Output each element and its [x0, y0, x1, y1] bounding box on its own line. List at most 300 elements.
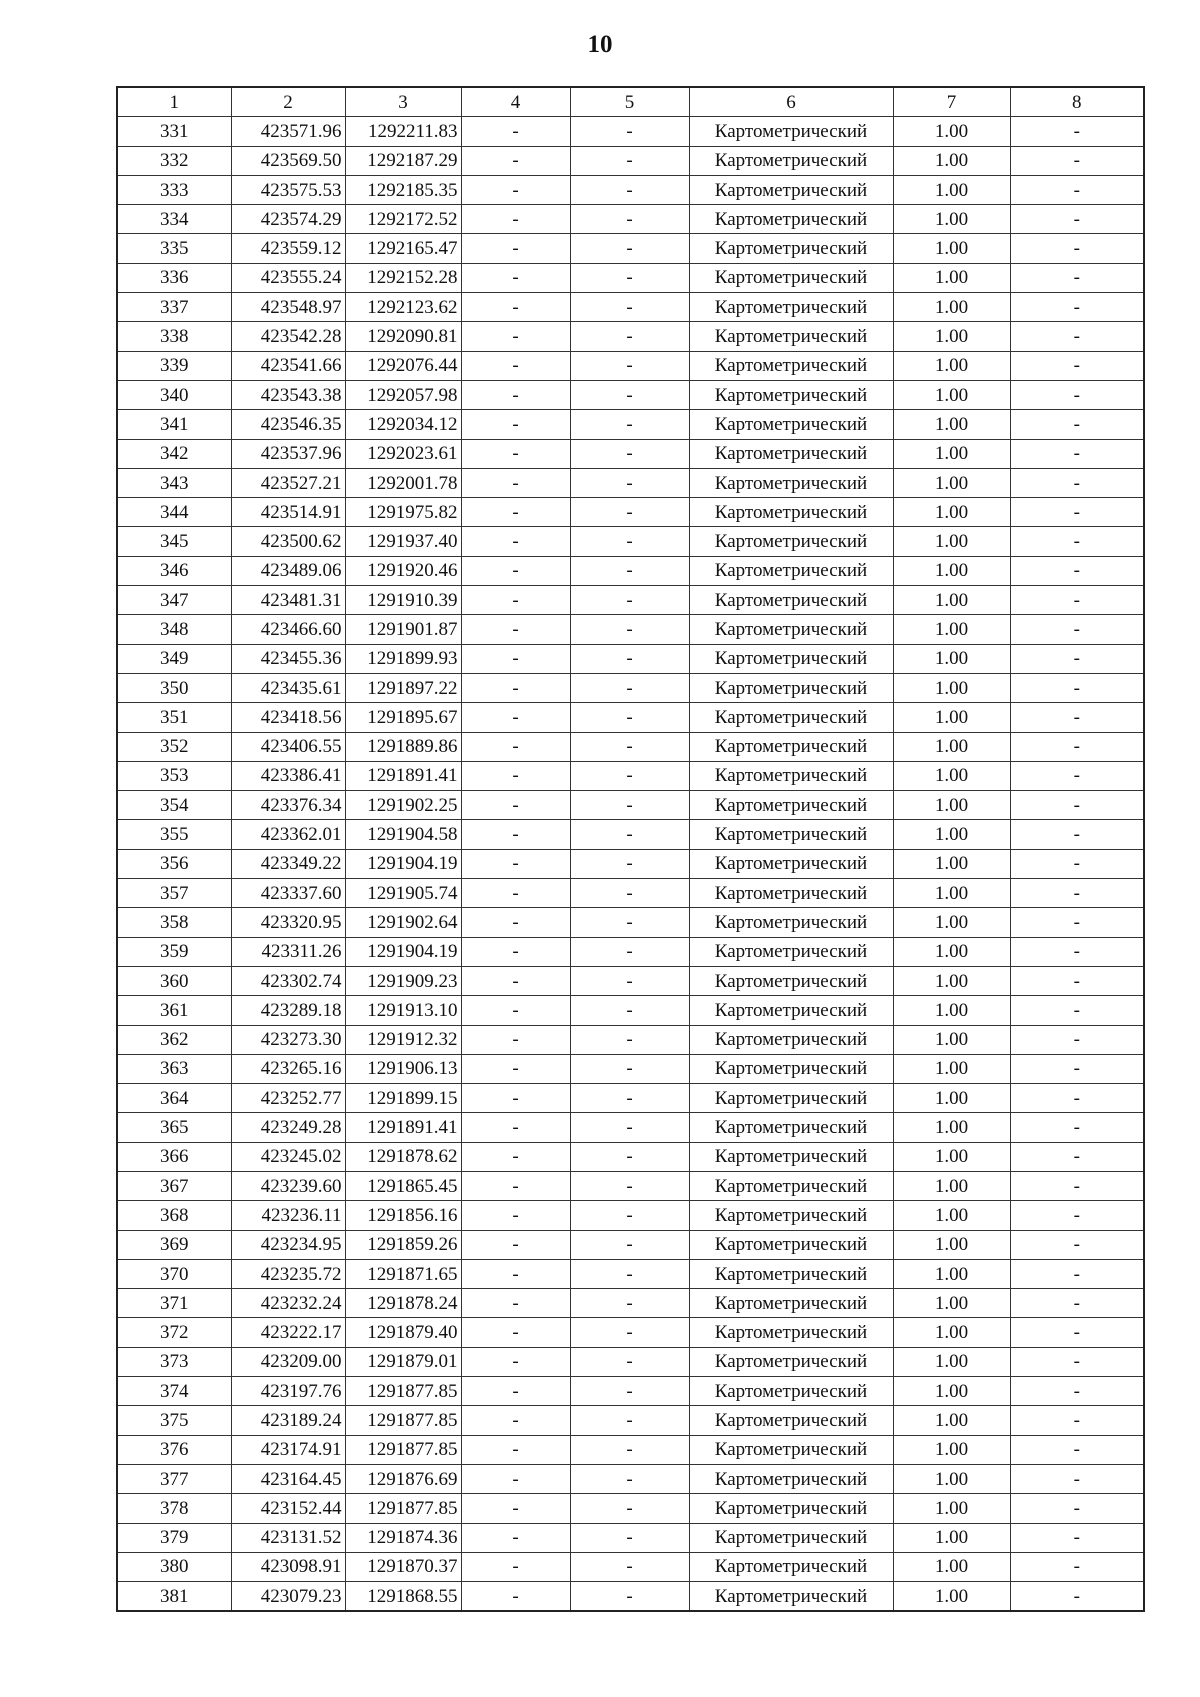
accuracy-cell: 1.00	[893, 586, 1010, 615]
x-coordinate-cell: 423349.22	[231, 849, 345, 878]
y-coordinate-cell: 1292034.12	[345, 410, 461, 439]
column-4-cell: -	[461, 234, 570, 263]
method-cell: Картометрический	[689, 966, 893, 995]
header-cell: 7	[893, 87, 1010, 117]
method-cell: Картометрический	[689, 175, 893, 204]
x-coordinate-cell: 423574.29	[231, 205, 345, 234]
x-coordinate-cell: 423542.28	[231, 322, 345, 351]
y-coordinate-cell: 1291899.15	[345, 1084, 461, 1113]
x-coordinate-cell: 423541.66	[231, 351, 345, 380]
method-cell: Картометрический	[689, 263, 893, 292]
column-8-cell: -	[1010, 351, 1144, 380]
column-5-cell: -	[570, 1435, 689, 1464]
y-coordinate-cell: 1291877.85	[345, 1494, 461, 1523]
point-number-cell: 345	[117, 527, 231, 556]
x-coordinate-cell: 423252.77	[231, 1084, 345, 1113]
point-number-cell: 355	[117, 820, 231, 849]
column-4-cell: -	[461, 644, 570, 673]
x-coordinate-cell: 423189.24	[231, 1406, 345, 1435]
column-5-cell: -	[570, 820, 689, 849]
x-coordinate-cell: 423418.56	[231, 703, 345, 732]
column-5-cell: -	[570, 1230, 689, 1259]
column-5-cell: -	[570, 673, 689, 702]
column-8-cell: -	[1010, 1406, 1144, 1435]
y-coordinate-cell: 1291879.40	[345, 1318, 461, 1347]
table-row	[117, 1523, 1144, 1552]
table-row	[117, 1113, 1144, 1142]
column-4-cell: -	[461, 1113, 570, 1142]
column-4-cell: -	[461, 791, 570, 820]
y-coordinate-cell: 1291937.40	[345, 527, 461, 556]
point-number-cell: 377	[117, 1464, 231, 1493]
column-4-cell: -	[461, 1171, 570, 1200]
column-5-cell: -	[570, 498, 689, 527]
column-8-cell: -	[1010, 908, 1144, 937]
table-row	[117, 615, 1144, 644]
column-5-cell: -	[570, 1552, 689, 1581]
y-coordinate-cell: 1292123.62	[345, 293, 461, 322]
table-row	[117, 849, 1144, 878]
x-coordinate-cell: 423222.17	[231, 1318, 345, 1347]
column-4-cell: -	[461, 380, 570, 409]
column-8-cell: -	[1010, 1582, 1144, 1612]
x-coordinate-cell: 423273.30	[231, 1025, 345, 1054]
column-8-cell: -	[1010, 966, 1144, 995]
point-number-cell: 358	[117, 908, 231, 937]
column-8-cell: -	[1010, 498, 1144, 527]
accuracy-cell: 1.00	[893, 703, 1010, 732]
method-cell: Картометрический	[689, 1523, 893, 1552]
column-4-cell: -	[461, 1582, 570, 1612]
method-cell: Картометрический	[689, 1494, 893, 1523]
accuracy-cell: 1.00	[893, 1347, 1010, 1376]
column-8-cell: -	[1010, 410, 1144, 439]
accuracy-cell: 1.00	[893, 1464, 1010, 1493]
accuracy-cell: 1.00	[893, 1113, 1010, 1142]
column-4-cell: -	[461, 1054, 570, 1083]
x-coordinate-cell: 423376.34	[231, 791, 345, 820]
column-5-cell: -	[570, 556, 689, 585]
method-cell: Картометрический	[689, 1406, 893, 1435]
point-number-cell: 364	[117, 1084, 231, 1113]
y-coordinate-cell: 1291904.19	[345, 849, 461, 878]
y-coordinate-cell: 1291868.55	[345, 1582, 461, 1612]
table-row	[117, 761, 1144, 790]
table-row	[117, 498, 1144, 527]
accuracy-cell: 1.00	[893, 1523, 1010, 1552]
point-number-cell: 349	[117, 644, 231, 673]
column-4-cell: -	[461, 1523, 570, 1552]
x-coordinate-cell: 423466.60	[231, 615, 345, 644]
table-row	[117, 1406, 1144, 1435]
x-coordinate-cell: 423406.55	[231, 732, 345, 761]
column-5-cell: -	[570, 996, 689, 1025]
accuracy-cell: 1.00	[893, 1259, 1010, 1288]
table-row	[117, 820, 1144, 849]
table-row	[117, 351, 1144, 380]
column-4-cell: -	[461, 966, 570, 995]
point-number-cell: 335	[117, 234, 231, 263]
y-coordinate-cell: 1291897.22	[345, 673, 461, 702]
method-cell: Картометрический	[689, 1025, 893, 1054]
table-row	[117, 527, 1144, 556]
x-coordinate-cell: 423514.91	[231, 498, 345, 527]
point-number-cell: 366	[117, 1142, 231, 1171]
column-8-cell: -	[1010, 468, 1144, 497]
table-row	[117, 1054, 1144, 1083]
column-8-cell: -	[1010, 234, 1144, 263]
column-4-cell: -	[461, 1464, 570, 1493]
x-coordinate-cell: 423575.53	[231, 175, 345, 204]
column-4-cell: -	[461, 703, 570, 732]
y-coordinate-cell: 1292001.78	[345, 468, 461, 497]
accuracy-cell: 1.00	[893, 322, 1010, 351]
y-coordinate-cell: 1291874.36	[345, 1523, 461, 1552]
point-number-cell: 365	[117, 1113, 231, 1142]
x-coordinate-cell: 423489.06	[231, 556, 345, 585]
table-row	[117, 410, 1144, 439]
x-coordinate-cell: 423131.52	[231, 1523, 345, 1552]
table-row	[117, 1377, 1144, 1406]
method-cell: Картометрический	[689, 1113, 893, 1142]
y-coordinate-cell: 1292057.98	[345, 380, 461, 409]
y-coordinate-cell: 1292185.35	[345, 175, 461, 204]
point-number-cell: 346	[117, 556, 231, 585]
table-row	[117, 996, 1144, 1025]
column-8-cell: -	[1010, 1377, 1144, 1406]
accuracy-cell: 1.00	[893, 498, 1010, 527]
accuracy-cell: 1.00	[893, 908, 1010, 937]
table-row	[117, 556, 1144, 585]
column-5-cell: -	[570, 468, 689, 497]
table-row	[117, 673, 1144, 702]
column-5-cell: -	[570, 703, 689, 732]
x-coordinate-cell: 423543.38	[231, 380, 345, 409]
x-coordinate-cell: 423569.50	[231, 146, 345, 175]
x-coordinate-cell: 423249.28	[231, 1113, 345, 1142]
accuracy-cell: 1.00	[893, 117, 1010, 146]
method-cell: Картометрический	[689, 1171, 893, 1200]
accuracy-cell: 1.00	[893, 1435, 1010, 1464]
column-5-cell: -	[570, 908, 689, 937]
column-5-cell: -	[570, 1259, 689, 1288]
y-coordinate-cell: 1291895.67	[345, 703, 461, 732]
column-5-cell: -	[570, 527, 689, 556]
column-5-cell: -	[570, 380, 689, 409]
point-number-cell: 343	[117, 468, 231, 497]
method-cell: Картометрический	[689, 556, 893, 585]
y-coordinate-cell: 1291879.01	[345, 1347, 461, 1376]
method-cell: Картометрический	[689, 1552, 893, 1581]
accuracy-cell: 1.00	[893, 1582, 1010, 1612]
column-4-cell: -	[461, 175, 570, 204]
method-cell: Картометрический	[689, 1084, 893, 1113]
y-coordinate-cell: 1292187.29	[345, 146, 461, 175]
y-coordinate-cell: 1291913.10	[345, 996, 461, 1025]
accuracy-cell: 1.00	[893, 966, 1010, 995]
column-5-cell: -	[570, 234, 689, 263]
header-cell: 1	[117, 87, 231, 117]
column-8-cell: -	[1010, 1494, 1144, 1523]
column-4-cell: -	[461, 1289, 570, 1318]
method-cell: Картометрический	[689, 1259, 893, 1288]
column-8-cell: -	[1010, 556, 1144, 585]
x-coordinate-cell: 423455.36	[231, 644, 345, 673]
point-number-cell: 337	[117, 293, 231, 322]
point-number-cell: 353	[117, 761, 231, 790]
column-5-cell: -	[570, 1025, 689, 1054]
table-row	[117, 586, 1144, 615]
point-number-cell: 332	[117, 146, 231, 175]
method-cell: Картометрический	[689, 498, 893, 527]
y-coordinate-cell: 1292090.81	[345, 322, 461, 351]
column-5-cell: -	[570, 1406, 689, 1435]
point-number-cell: 333	[117, 175, 231, 204]
column-4-cell: -	[461, 673, 570, 702]
column-5-cell: -	[570, 146, 689, 175]
accuracy-cell: 1.00	[893, 1552, 1010, 1581]
accuracy-cell: 1.00	[893, 1318, 1010, 1347]
table-row	[117, 146, 1144, 175]
column-5-cell: -	[570, 849, 689, 878]
method-cell: Картометрический	[689, 351, 893, 380]
x-coordinate-cell: 423174.91	[231, 1435, 345, 1464]
y-coordinate-cell: 1291899.93	[345, 644, 461, 673]
column-8-cell: -	[1010, 1318, 1144, 1347]
accuracy-cell: 1.00	[893, 556, 1010, 585]
y-coordinate-cell: 1291910.39	[345, 586, 461, 615]
table-row	[117, 1230, 1144, 1259]
accuracy-cell: 1.00	[893, 351, 1010, 380]
column-5-cell: -	[570, 263, 689, 292]
column-8-cell: -	[1010, 439, 1144, 468]
x-coordinate-cell: 423311.26	[231, 937, 345, 966]
y-coordinate-cell: 1291904.58	[345, 820, 461, 849]
point-number-cell: 341	[117, 410, 231, 439]
column-5-cell: -	[570, 117, 689, 146]
column-4-cell: -	[461, 615, 570, 644]
column-8-cell: -	[1010, 322, 1144, 351]
accuracy-cell: 1.00	[893, 1494, 1010, 1523]
column-8-cell: -	[1010, 1171, 1144, 1200]
method-cell: Картометрический	[689, 996, 893, 1025]
column-4-cell: -	[461, 498, 570, 527]
column-5-cell: -	[570, 1113, 689, 1142]
point-number-cell: 361	[117, 996, 231, 1025]
column-8-cell: -	[1010, 673, 1144, 702]
column-5-cell: -	[570, 351, 689, 380]
x-coordinate-cell: 423337.60	[231, 879, 345, 908]
column-4-cell: -	[461, 761, 570, 790]
table-row	[117, 1464, 1144, 1493]
table-row	[117, 380, 1144, 409]
point-number-cell: 359	[117, 937, 231, 966]
y-coordinate-cell: 1291859.26	[345, 1230, 461, 1259]
accuracy-cell: 1.00	[893, 732, 1010, 761]
table-row	[117, 1552, 1144, 1581]
point-number-cell: 351	[117, 703, 231, 732]
column-5-cell: -	[570, 439, 689, 468]
column-4-cell: -	[461, 908, 570, 937]
method-cell: Картометрический	[689, 410, 893, 439]
y-coordinate-cell: 1291975.82	[345, 498, 461, 527]
column-4-cell: -	[461, 879, 570, 908]
column-4-cell: -	[461, 468, 570, 497]
point-number-cell: 380	[117, 1552, 231, 1581]
method-cell: Картометрический	[689, 1054, 893, 1083]
column-8-cell: -	[1010, 1230, 1144, 1259]
column-5-cell: -	[570, 615, 689, 644]
column-8-cell: -	[1010, 849, 1144, 878]
accuracy-cell: 1.00	[893, 410, 1010, 439]
point-number-cell: 375	[117, 1406, 231, 1435]
x-coordinate-cell: 423232.24	[231, 1289, 345, 1318]
method-cell: Картометрический	[689, 322, 893, 351]
table-row	[117, 966, 1144, 995]
point-number-cell: 374	[117, 1377, 231, 1406]
table-row	[117, 175, 1144, 204]
column-8-cell: -	[1010, 586, 1144, 615]
x-coordinate-cell: 423555.24	[231, 263, 345, 292]
column-4-cell: -	[461, 146, 570, 175]
point-number-cell: 340	[117, 380, 231, 409]
y-coordinate-cell: 1291877.85	[345, 1377, 461, 1406]
table-row	[117, 1435, 1144, 1464]
point-number-cell: 368	[117, 1201, 231, 1230]
accuracy-cell: 1.00	[893, 175, 1010, 204]
y-coordinate-cell: 1292165.47	[345, 234, 461, 263]
y-coordinate-cell: 1292023.61	[345, 439, 461, 468]
header-cell: 8	[1010, 87, 1144, 117]
x-coordinate-cell: 423239.60	[231, 1171, 345, 1200]
column-4-cell: -	[461, 1025, 570, 1054]
method-cell: Картометрический	[689, 1230, 893, 1259]
table-row	[117, 117, 1144, 146]
method-cell: Картометрический	[689, 1142, 893, 1171]
page-number: 10	[587, 31, 613, 58]
column-4-cell: -	[461, 205, 570, 234]
table-row	[117, 1494, 1144, 1523]
column-8-cell: -	[1010, 703, 1144, 732]
method-cell: Картометрический	[689, 205, 893, 234]
accuracy-cell: 1.00	[893, 1084, 1010, 1113]
table-row	[117, 937, 1144, 966]
method-cell: Картометрический	[689, 380, 893, 409]
point-number-cell: 367	[117, 1171, 231, 1200]
column-4-cell: -	[461, 439, 570, 468]
point-number-cell: 372	[117, 1318, 231, 1347]
x-coordinate-cell: 423500.62	[231, 527, 345, 556]
column-5-cell: -	[570, 205, 689, 234]
column-5-cell: -	[570, 791, 689, 820]
column-8-cell: -	[1010, 1054, 1144, 1083]
y-coordinate-cell: 1292211.83	[345, 117, 461, 146]
table-row	[117, 1318, 1144, 1347]
method-cell: Картометрический	[689, 468, 893, 497]
column-5-cell: -	[570, 644, 689, 673]
table-row	[117, 205, 1144, 234]
column-8-cell: -	[1010, 1084, 1144, 1113]
accuracy-cell: 1.00	[893, 673, 1010, 702]
column-8-cell: -	[1010, 879, 1144, 908]
x-coordinate-cell: 423079.23	[231, 1582, 345, 1612]
x-coordinate-cell: 423197.76	[231, 1377, 345, 1406]
accuracy-cell: 1.00	[893, 1377, 1010, 1406]
point-number-cell: 342	[117, 439, 231, 468]
accuracy-cell: 1.00	[893, 1230, 1010, 1259]
accuracy-cell: 1.00	[893, 849, 1010, 878]
method-cell: Картометрический	[689, 849, 893, 878]
x-coordinate-cell: 423481.31	[231, 586, 345, 615]
method-cell: Картометрический	[689, 820, 893, 849]
column-8-cell: -	[1010, 205, 1144, 234]
y-coordinate-cell: 1291877.85	[345, 1406, 461, 1435]
column-5-cell: -	[570, 879, 689, 908]
column-8-cell: -	[1010, 937, 1144, 966]
column-4-cell: -	[461, 586, 570, 615]
accuracy-cell: 1.00	[893, 1171, 1010, 1200]
method-cell: Картометрический	[689, 908, 893, 937]
header-cell: 6	[689, 87, 893, 117]
x-coordinate-cell: 423386.41	[231, 761, 345, 790]
x-coordinate-cell: 423362.01	[231, 820, 345, 849]
column-4-cell: -	[461, 1201, 570, 1230]
x-coordinate-cell: 423265.16	[231, 1054, 345, 1083]
column-8-cell: -	[1010, 263, 1144, 292]
method-cell: Картометрический	[689, 703, 893, 732]
accuracy-cell: 1.00	[893, 293, 1010, 322]
accuracy-cell: 1.00	[893, 1054, 1010, 1083]
table-header	[117, 87, 1144, 117]
column-5-cell: -	[570, 322, 689, 351]
x-coordinate-cell: 423546.35	[231, 410, 345, 439]
y-coordinate-cell: 1291871.65	[345, 1259, 461, 1288]
column-8-cell: -	[1010, 1523, 1144, 1552]
column-8-cell: -	[1010, 1201, 1144, 1230]
method-cell: Картометрический	[689, 1201, 893, 1230]
x-coordinate-cell: 423234.95	[231, 1230, 345, 1259]
table-row	[117, 644, 1144, 673]
column-5-cell: -	[570, 1523, 689, 1552]
column-8-cell: -	[1010, 293, 1144, 322]
method-cell: Картометрический	[689, 761, 893, 790]
column-4-cell: -	[461, 1552, 570, 1581]
method-cell: Картометрический	[689, 1464, 893, 1493]
column-8-cell: -	[1010, 761, 1144, 790]
column-8-cell: -	[1010, 117, 1144, 146]
table-row	[117, 1347, 1144, 1376]
point-number-cell: 350	[117, 673, 231, 702]
x-coordinate-cell: 423320.95	[231, 908, 345, 937]
accuracy-cell: 1.00	[893, 1142, 1010, 1171]
table-row	[117, 703, 1144, 732]
point-number-cell: 360	[117, 966, 231, 995]
column-4-cell: -	[461, 322, 570, 351]
method-cell: Картометрический	[689, 1318, 893, 1347]
header-cell: 4	[461, 87, 570, 117]
point-number-cell: 379	[117, 1523, 231, 1552]
y-coordinate-cell: 1291906.13	[345, 1054, 461, 1083]
column-5-cell: -	[570, 293, 689, 322]
column-8-cell: -	[1010, 644, 1144, 673]
column-5-cell: -	[570, 1289, 689, 1318]
column-5-cell: -	[570, 1171, 689, 1200]
method-cell: Картометрический	[689, 644, 893, 673]
x-coordinate-cell: 423559.12	[231, 234, 345, 263]
method-cell: Картометрический	[689, 527, 893, 556]
method-cell: Картометрический	[689, 586, 893, 615]
table-row	[117, 908, 1144, 937]
